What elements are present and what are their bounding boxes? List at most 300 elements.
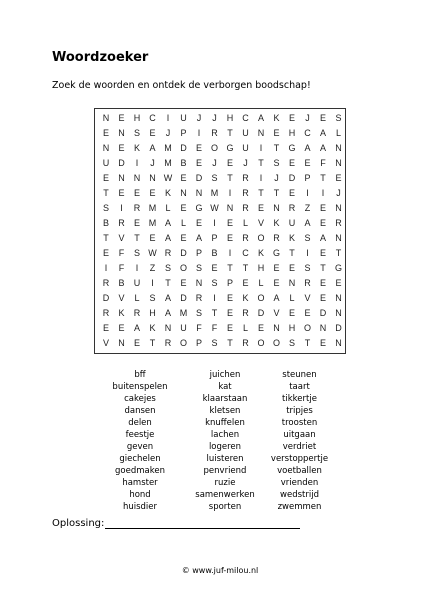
grid-letter: W xyxy=(210,203,219,213)
word-list-item: wedstrijd xyxy=(280,490,319,500)
grid-letter: K xyxy=(257,248,264,258)
grid-letter: A xyxy=(319,233,326,243)
grid-letter: K xyxy=(133,143,140,153)
grid-letter: K xyxy=(273,218,280,228)
solution-label: Oplossing: xyxy=(52,518,105,529)
word-list-item: hond xyxy=(129,490,151,500)
grid-letter: O xyxy=(257,233,265,243)
grid-letter: N xyxy=(180,188,187,198)
grid-letter: E xyxy=(226,323,233,333)
word-list-item: knuffelen xyxy=(205,418,245,428)
grid-letter: R xyxy=(242,233,249,243)
grid-letter: I xyxy=(166,113,170,123)
grid-row xyxy=(95,173,345,189)
grid-row xyxy=(95,338,345,354)
grid-letter: R xyxy=(242,308,249,318)
grid-letter: N xyxy=(102,143,110,153)
grid-letter: S xyxy=(211,338,218,348)
grid-letter: E xyxy=(133,338,140,348)
grid-letter: E xyxy=(257,323,264,333)
grid-letter: A xyxy=(319,143,326,153)
grid-letter: C xyxy=(304,128,311,138)
grid-letter: U xyxy=(102,158,110,168)
grid-letter: T xyxy=(149,338,156,348)
grid-letter: S xyxy=(304,263,311,273)
grid-letter: F xyxy=(196,323,202,333)
grid-letter: K xyxy=(242,293,249,303)
grid-letter: S xyxy=(133,248,140,258)
grid-letter: V xyxy=(304,293,311,303)
grid-letter: T xyxy=(227,128,233,138)
grid-letter: I xyxy=(213,293,216,303)
grid-letter: E xyxy=(118,323,125,333)
grid-letter: T xyxy=(211,308,218,318)
grid-letter: E xyxy=(257,203,264,213)
grid-letter: R xyxy=(288,203,296,213)
grid-letter: S xyxy=(195,308,202,318)
grid-letter: F xyxy=(118,248,125,258)
grid-letter: E xyxy=(149,233,156,243)
grid-letter: N xyxy=(273,323,280,333)
grid-letter: Z xyxy=(304,203,311,213)
grid-letter: E xyxy=(288,188,295,198)
grid-letter: R xyxy=(242,203,249,213)
grid-letter: H xyxy=(288,128,296,138)
grid-letter: E xyxy=(335,173,342,183)
grid-letter: D xyxy=(195,173,203,183)
word-list-item: verdriet xyxy=(282,442,317,452)
grid-letter: K xyxy=(273,113,280,123)
grid-letter: E xyxy=(211,263,218,273)
grid-letter: I xyxy=(120,203,123,213)
grid-letter: E xyxy=(226,218,233,228)
grid-letter: E xyxy=(180,233,187,243)
grid-row xyxy=(95,218,345,234)
grid-letter: N xyxy=(133,173,141,183)
word-list-item: steunen xyxy=(282,370,317,380)
grid-row xyxy=(95,188,345,204)
grid-letter: A xyxy=(304,218,311,228)
grid-letter: G xyxy=(272,248,280,258)
grid-letter: L xyxy=(335,128,341,138)
grid-letter: T xyxy=(273,188,280,198)
grid-letter: H xyxy=(226,113,234,123)
grid-letter: S xyxy=(211,173,218,183)
grid-letter: D xyxy=(180,143,187,153)
grid-letter: E xyxy=(288,158,295,168)
grid-letter: R xyxy=(133,203,141,213)
grid-letter: D xyxy=(335,323,342,333)
word-list-column-2 xyxy=(180,369,270,513)
grid-letter: K xyxy=(164,188,171,198)
grid-letter: E xyxy=(118,143,125,153)
grid-row xyxy=(95,128,345,144)
grid-letter: R xyxy=(304,278,311,288)
word-list-item: goedmaken xyxy=(115,466,165,476)
grid-letter: N xyxy=(226,203,234,213)
grid-letter: L xyxy=(242,218,248,228)
grid-letter: E xyxy=(118,188,125,198)
grid-letter: E xyxy=(273,278,280,288)
grid-letter: I xyxy=(306,248,309,258)
grid-letter: N xyxy=(288,278,296,288)
grid-letter: L xyxy=(289,293,295,303)
grid-letter: I xyxy=(213,218,216,228)
grid-letter: I xyxy=(151,278,154,288)
grid-letter: E xyxy=(319,113,326,123)
grid-letter: I xyxy=(259,173,263,183)
grid-letter: L xyxy=(165,203,171,213)
grid-letter: V xyxy=(118,293,125,303)
grid-letter: E xyxy=(102,248,109,258)
grid-letter: T xyxy=(320,263,326,273)
word-list-item: bff xyxy=(134,370,146,380)
word-list-item: tikkertje xyxy=(282,394,317,404)
solution-line[interactable] xyxy=(105,518,300,529)
grid-letter: O xyxy=(303,323,311,333)
grid-letter: R xyxy=(164,248,172,258)
word-list-item: dansen xyxy=(124,406,156,416)
grid-letter: T xyxy=(134,233,140,243)
grid-letter: P xyxy=(180,128,187,138)
grid-letter: O xyxy=(272,338,280,348)
grid-letter: J xyxy=(212,158,217,168)
grid-letter: M xyxy=(148,218,157,228)
word-list-item: samenwerken xyxy=(195,490,255,500)
grid-letter: O xyxy=(210,143,218,153)
grid-letter: K xyxy=(288,233,295,243)
grid-letter: R xyxy=(335,218,342,228)
grid-letter: N xyxy=(335,143,342,153)
grid-letter: G xyxy=(195,203,203,213)
grid-letter: C xyxy=(242,248,249,258)
grid-letter: D xyxy=(288,173,296,183)
word-list-item: delen xyxy=(128,418,152,428)
grid-letter: N xyxy=(335,203,342,213)
grid-letter: F xyxy=(118,263,125,273)
grid-letter: O xyxy=(179,338,187,348)
grid-letter: I xyxy=(104,263,108,273)
grid-letter: N xyxy=(257,128,265,138)
grid-letter: E xyxy=(319,203,326,213)
grid-letter: I xyxy=(135,158,139,168)
grid-letter: E xyxy=(149,188,156,198)
grid-letter: O xyxy=(179,263,187,273)
grid-letter: U xyxy=(180,323,187,333)
grid-letter: U xyxy=(180,113,187,123)
grid-letter: L xyxy=(258,278,264,288)
grid-letter: D xyxy=(257,308,265,318)
word-list-item: voetballen xyxy=(277,466,322,476)
grid-letter: Z xyxy=(149,263,156,273)
word-list-column-1 xyxy=(105,369,175,513)
word-list-item: giechelen xyxy=(119,454,161,464)
grid-letter: E xyxy=(226,293,233,303)
grid-row xyxy=(95,263,345,279)
grid-letter: W xyxy=(163,173,173,183)
grid-letter: W xyxy=(148,248,157,258)
grid-letter: E xyxy=(102,128,109,138)
word-list-item: klaarstaan xyxy=(202,394,248,404)
grid-letter: N xyxy=(118,173,125,183)
grid-letter: A xyxy=(164,308,171,318)
grid-letter: C xyxy=(242,113,249,123)
word-list-item: vrienden xyxy=(280,478,319,488)
grid-letter: D xyxy=(102,293,110,303)
grid-letter: U xyxy=(133,278,141,288)
grid-row xyxy=(95,308,345,324)
grid-letter: J xyxy=(150,158,155,168)
word-list-item: zwemmen xyxy=(277,502,322,512)
grid-letter: E xyxy=(180,203,187,213)
grid-letter: N xyxy=(335,338,342,348)
grid-letter: N xyxy=(195,278,203,288)
grid-letter: R xyxy=(118,218,125,228)
word-list-item: feestje xyxy=(125,430,155,440)
grid-letter: T xyxy=(103,233,109,243)
grid-letter: D xyxy=(180,248,187,258)
grid-row xyxy=(95,323,345,339)
grid-letter: R xyxy=(133,308,141,318)
copyright-footer: © www.juf-milou.nl xyxy=(181,566,259,575)
grid-letter: U xyxy=(242,143,249,153)
grid-letter: N xyxy=(118,338,125,348)
word-list-item: cakejes xyxy=(124,394,156,404)
grid-letter: E xyxy=(273,263,280,273)
grid-letter: E xyxy=(102,173,109,183)
grid-letter: A xyxy=(273,293,280,303)
grid-letter: N xyxy=(335,293,342,303)
grid-letter: N xyxy=(335,233,342,243)
grid-letter: I xyxy=(321,188,325,198)
grid-letter: E xyxy=(319,248,326,258)
grid-letter: G xyxy=(288,143,296,153)
grid-letter: E xyxy=(133,188,140,198)
grid-letter: E xyxy=(226,233,233,243)
grid-row xyxy=(95,248,345,264)
grid-letter: E xyxy=(288,263,295,273)
grid-letter: S xyxy=(211,278,218,288)
word-list-item: verstoppertje xyxy=(270,454,329,464)
grid-letter: N xyxy=(273,203,280,213)
word-list-item: kat xyxy=(218,382,232,392)
grid-letter: N xyxy=(335,308,342,318)
grid-letter: I xyxy=(228,248,232,258)
word-list-item: logeren xyxy=(208,442,242,452)
grid-letter: T xyxy=(258,188,264,198)
grid-letter: H xyxy=(288,323,296,333)
word-list-item: huisdier xyxy=(122,502,158,512)
word-list-item: geven xyxy=(126,442,154,452)
grid-letter: S xyxy=(133,128,140,138)
grid-letter: I xyxy=(306,188,309,198)
grid-letter: S xyxy=(288,338,295,348)
grid-letter: T xyxy=(304,338,311,348)
grid-letter: E xyxy=(195,143,202,153)
grid-letter: J xyxy=(305,113,310,123)
grid-letter: A xyxy=(149,143,156,153)
grid-letter: N xyxy=(335,158,342,168)
grid-letter: L xyxy=(180,218,186,228)
grid-letter: N xyxy=(319,323,327,333)
grid-letter: R xyxy=(164,338,172,348)
grid-letter: E xyxy=(180,278,187,288)
grid-letter: R xyxy=(273,233,280,243)
grid-letter: J xyxy=(165,128,171,138)
grid-row xyxy=(95,203,345,219)
word-search-grid xyxy=(94,108,346,354)
grid-letter: T xyxy=(227,173,233,183)
grid-letter: T xyxy=(227,338,233,348)
grid-letter: T xyxy=(227,263,233,273)
grid-row xyxy=(95,293,345,309)
grid-letter: O xyxy=(257,293,265,303)
grid-letter: R xyxy=(102,308,110,318)
grid-letter: M xyxy=(164,143,172,153)
grid-letter: S xyxy=(195,263,202,273)
grid-letter: E xyxy=(226,308,233,318)
grid-letter: B xyxy=(211,248,218,258)
grid-letter: G xyxy=(226,143,234,153)
grid-row xyxy=(95,278,345,294)
grid-letter: E xyxy=(319,278,326,288)
grid-letter: P xyxy=(226,278,233,288)
grid-letter: B xyxy=(180,158,187,168)
grid-letter: C xyxy=(149,113,156,123)
grid-letter: G xyxy=(334,263,342,273)
word-list-item: taart xyxy=(289,382,310,392)
grid-letter: A xyxy=(164,293,171,303)
word-list-item: buitenspelen xyxy=(112,382,168,392)
grid-letter: J xyxy=(196,113,202,123)
grid-letter: I xyxy=(259,143,263,153)
grid-letter: E xyxy=(149,128,156,138)
word-list-item: tripjes xyxy=(286,406,313,416)
solution-row xyxy=(52,518,300,529)
grid-row xyxy=(95,113,345,129)
grid-row xyxy=(95,143,345,159)
grid-letter: E xyxy=(288,308,295,318)
grid-letter: E xyxy=(133,218,140,228)
grid-letter: A xyxy=(257,113,264,123)
grid-letter: H xyxy=(149,308,156,318)
word-list-item: ruzie xyxy=(214,478,236,488)
grid-letter: M xyxy=(179,308,188,318)
grid-letter: T xyxy=(320,173,326,183)
grid-letter: V xyxy=(257,218,264,228)
grid-letter: A xyxy=(133,323,140,333)
page-title: Woordzoeker xyxy=(52,50,149,65)
grid-letter: E xyxy=(319,218,326,228)
grid-letter: T xyxy=(165,278,171,288)
grid-letter: A xyxy=(164,233,171,243)
grid-letter: E xyxy=(304,158,311,168)
grid-letter: E xyxy=(319,338,326,348)
grid-letter: S xyxy=(335,113,342,123)
grid-letter: A xyxy=(195,233,202,243)
grid-letter: U xyxy=(288,218,296,228)
grid-letter: B xyxy=(102,218,109,228)
grid-letter: T xyxy=(258,158,264,168)
grid-letter: K xyxy=(149,323,156,333)
grid-letter: S xyxy=(164,263,171,273)
grid-letter: R xyxy=(211,128,218,138)
grid-letter: N xyxy=(164,323,172,333)
grid-letter: E xyxy=(102,323,109,333)
grid-letter: V xyxy=(118,233,125,243)
grid-row xyxy=(95,158,345,174)
word-list-item: troosten xyxy=(281,418,318,428)
word-list-item: luisteren xyxy=(206,454,244,464)
word-list-item: lachen xyxy=(210,430,240,440)
grid-letter: D xyxy=(319,308,327,318)
grid-letter: H xyxy=(257,263,265,273)
word-list-item: juichen xyxy=(209,370,241,380)
grid-letter: I xyxy=(228,188,232,198)
grid-letter: V xyxy=(102,338,109,348)
word-list-item: penvriend xyxy=(203,466,247,476)
grid-letter: A xyxy=(164,218,171,228)
grid-letter: S xyxy=(149,293,156,303)
grid-letter: N xyxy=(118,128,125,138)
grid-letter: M xyxy=(164,158,172,168)
grid-letter: P xyxy=(211,233,218,243)
grid-letter: R xyxy=(242,188,249,198)
grid-letter: L xyxy=(242,323,248,333)
grid-letter: T xyxy=(289,248,295,258)
grid-letter: U xyxy=(242,128,249,138)
grid-letter: E xyxy=(319,293,326,303)
instructions: Zoek de woorden en ontdek de verborgen boodschap! xyxy=(52,80,311,91)
grid-letter: T xyxy=(242,263,249,273)
grid-letter: I xyxy=(135,263,139,273)
grid-letter: I xyxy=(197,128,201,138)
word-list-column-3 xyxy=(262,369,337,513)
grid-letter: R xyxy=(195,293,203,303)
grid-letter: O xyxy=(257,338,265,348)
grid-letter: T xyxy=(335,248,342,258)
grid-letter: J xyxy=(274,173,279,183)
grid-letter: F xyxy=(320,158,326,168)
grid-letter: E xyxy=(304,308,311,318)
word-list-item: hamster xyxy=(122,478,158,488)
word-list-item: sporten xyxy=(208,502,242,512)
grid-letter: J xyxy=(243,158,248,168)
grid-letter: A xyxy=(304,143,311,153)
grid-letter: T xyxy=(273,143,280,153)
grid-letter: N xyxy=(149,173,156,183)
grid-letter: P xyxy=(195,338,202,348)
grid-letter: E xyxy=(273,128,280,138)
grid-row xyxy=(95,233,345,249)
grid-letter: S xyxy=(304,233,311,243)
grid-letter: T xyxy=(103,188,109,198)
grid-letter: M xyxy=(210,188,219,198)
grid-letter: E xyxy=(180,173,187,183)
grid-letter: E xyxy=(226,158,233,168)
grid-letter: R xyxy=(242,173,249,183)
grid-letter: E xyxy=(118,113,125,123)
grid-letter: N xyxy=(102,113,110,123)
grid-letter: A xyxy=(319,128,326,138)
grid-letter: E xyxy=(288,113,295,123)
grid-letter: S xyxy=(273,158,280,168)
grid-letter: R xyxy=(242,338,249,348)
grid-letter: E xyxy=(335,278,342,288)
grid-letter: V xyxy=(273,308,280,318)
grid-letter: E xyxy=(195,158,202,168)
grid-letter: N xyxy=(195,188,203,198)
